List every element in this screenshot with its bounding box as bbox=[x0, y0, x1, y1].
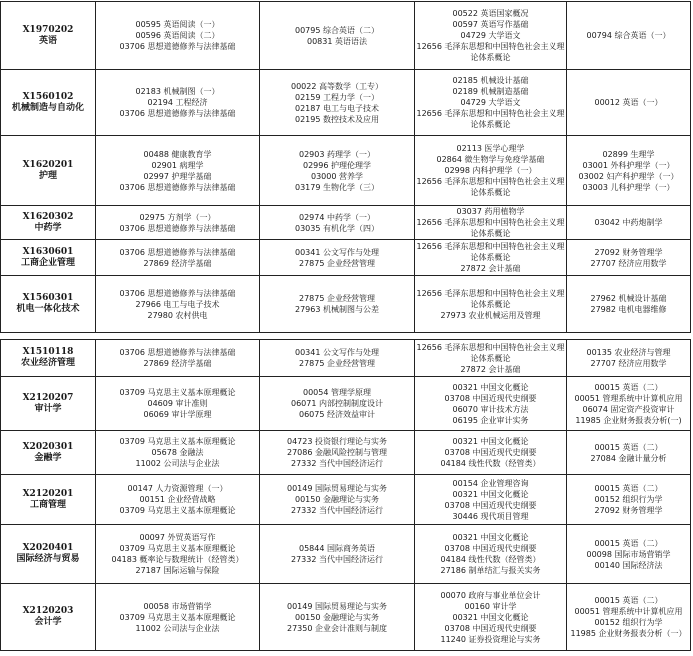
course-cell-2 bbox=[260, 206, 415, 240]
course-cell-3 bbox=[415, 70, 567, 136]
course-cell-4 bbox=[567, 377, 691, 431]
major-name: 农业经济管理 bbox=[20, 358, 75, 368]
course-entry: 00149 国际贸易理论与实务 bbox=[287, 601, 387, 611]
course-cell-3 bbox=[415, 431, 567, 475]
course-entry: 02185 机械设计基础 bbox=[452, 76, 529, 85]
course-entry: 12656 毛泽东思想和中国特色社会主义理论体系概论 bbox=[416, 218, 565, 238]
major-row bbox=[1, 2, 691, 70]
major-name: 会计学 bbox=[34, 617, 62, 627]
major-row bbox=[1, 475, 691, 525]
major-code: X2020401 bbox=[22, 543, 74, 553]
course-entry: 12656 毛泽东思想和中国特色社会主义理论体系概论 bbox=[416, 42, 565, 62]
major-row bbox=[1, 206, 691, 240]
course-entry: 02194 工程经济 bbox=[147, 98, 208, 107]
major-row bbox=[1, 525, 691, 584]
course-entry: 04184 线性代数（经管类） bbox=[440, 555, 541, 564]
course-entry: 03708 中国近现代史纲要 bbox=[444, 448, 537, 457]
major-row bbox=[1, 431, 691, 475]
course-entry: 00015 英语（二） bbox=[594, 382, 663, 392]
course-entry: 05844 国际商务英语 bbox=[299, 544, 375, 553]
course-cell-4 bbox=[567, 70, 691, 136]
course-entry: 04729 大学语文 bbox=[460, 98, 521, 107]
course-entry: 02996 护理伦理学 bbox=[303, 160, 371, 170]
major-cell bbox=[1, 136, 96, 206]
major-cell bbox=[1, 475, 96, 525]
course-entry: 04609 审计准则 bbox=[147, 399, 208, 408]
course-entry: 02113 医学心理学 bbox=[456, 144, 525, 153]
major-row bbox=[1, 340, 691, 377]
course-cell-4 bbox=[567, 431, 691, 475]
course-entry: 04729 大学语文 bbox=[460, 31, 521, 40]
course-entry: 27332 当代中国经济运行 bbox=[291, 506, 383, 515]
course-entry: 06074 固定资产投资审计 bbox=[582, 404, 675, 414]
course-entry: 27084 金融计量分析 bbox=[590, 453, 667, 463]
course-entry: 02899 生理学 bbox=[602, 149, 655, 159]
course-cell-2 bbox=[260, 431, 415, 475]
course-entry: 27092 财务管理学 bbox=[594, 247, 663, 257]
course-cell-2 bbox=[260, 475, 415, 525]
course-entry: 06075 经济效益审计 bbox=[299, 410, 375, 419]
course-entry: 27186 制单结汇与报关实务 bbox=[440, 566, 541, 575]
course-entry: 00795 综合英语（二） bbox=[295, 25, 379, 35]
course-entry: 03709 马克思主义基本原理概论 bbox=[119, 612, 236, 622]
course-entry: 00160 审计学 bbox=[464, 601, 517, 611]
course-cell-3 bbox=[415, 377, 567, 431]
course-entry: 27980 农村供电 bbox=[147, 310, 208, 320]
major-cell bbox=[1, 240, 96, 276]
course-entry: 00321 中国文化概论 bbox=[452, 612, 529, 622]
course-cell-1 bbox=[96, 584, 260, 651]
course-entry: 00015 英语（二） bbox=[594, 538, 663, 548]
course-entry: 02183 机械制图（一） bbox=[135, 87, 220, 96]
course-entry: 03002 妇产科护理学（一） bbox=[578, 171, 679, 181]
course-entry: 02974 中药学（一） bbox=[299, 212, 375, 222]
major-code: X2120201 bbox=[22, 488, 74, 499]
course-entry: 04183 概率论与数理统计（经管类） bbox=[111, 555, 244, 564]
course-entry: 00015 英语（二） bbox=[594, 596, 663, 605]
course-entry: 03037 药用植物学 bbox=[456, 207, 525, 216]
course-entry: 03000 营养学 bbox=[311, 171, 363, 181]
course-cell-4 bbox=[567, 584, 691, 651]
course-entry: 00596 英语阅读（二） bbox=[135, 31, 220, 40]
course-entry: 02997 护理学基础 bbox=[143, 171, 212, 181]
course-entry: 12656 毛泽东思想和中国特色社会主义理论体系概论 bbox=[416, 109, 565, 129]
course-cell-1 bbox=[96, 70, 260, 136]
course-entry: 00321 中国文化概论 bbox=[452, 489, 529, 499]
major-name: 工商管理 bbox=[29, 499, 66, 510]
course-entry: 00140 国际经济法 bbox=[594, 560, 663, 570]
course-entry: 27332 当代中国经济运行 bbox=[291, 555, 383, 564]
course-entry: 03708 中国近现代史纲要 bbox=[444, 623, 537, 633]
course-entry: 02901 病理学 bbox=[151, 160, 204, 170]
major-name: 护理 bbox=[38, 170, 57, 181]
major-code: X2120207 bbox=[22, 392, 74, 403]
course-entry: 27350 企业会计准则与制度 bbox=[287, 623, 387, 633]
course-cell-4 bbox=[567, 2, 691, 70]
course-entry: 02903 药理学（一） bbox=[299, 149, 375, 159]
course-entry: 04184 线性代数（经管类） bbox=[440, 459, 541, 468]
course-entry: 11985 企业财务报表分析（一） bbox=[570, 629, 687, 638]
course-cell-3 bbox=[415, 525, 567, 584]
course-entry: 03708 中国近现代史纲要 bbox=[444, 500, 537, 510]
course-entry: 27707 经济应用数学 bbox=[590, 258, 667, 268]
course-cell-2 bbox=[260, 525, 415, 584]
course-entry: 00098 国际市场营销学 bbox=[586, 549, 671, 559]
course-entry: 27872 会计基础 bbox=[460, 364, 521, 374]
course-entry: 00488 健康教育学 bbox=[143, 149, 212, 159]
course-entry: 00135 农业经济与管理 bbox=[586, 348, 671, 357]
course-cell-1 bbox=[96, 2, 260, 70]
major-code: X1560102 bbox=[22, 91, 74, 102]
course-entry: 27869 经济学基础 bbox=[143, 258, 212, 268]
course-entry: 12656 毛泽东思想和中国特色社会主义理论体系概论 bbox=[416, 342, 565, 363]
course-cell-3 bbox=[415, 240, 567, 276]
course-entry: 00151 企业经营战略 bbox=[139, 495, 216, 504]
major-code: X1970202 bbox=[22, 24, 74, 35]
course-entry: 00022 高等数学（工专） bbox=[291, 81, 383, 91]
course-entry: 27872 会计基础 bbox=[460, 264, 521, 273]
major-cell bbox=[1, 377, 96, 431]
course-entry: 00150 金融理论与实务 bbox=[295, 495, 379, 504]
major-code: X1620302 bbox=[22, 211, 74, 222]
course-entry: 11002 公司法与企业法 bbox=[135, 623, 220, 633]
course-cell-3 bbox=[415, 584, 567, 651]
course-entry: 27963 机械制图与公差 bbox=[295, 305, 379, 314]
course-entry: 03709 马克思主义基本原理概论 bbox=[119, 544, 236, 553]
table-1-body bbox=[1, 2, 691, 333]
course-entry: 02975 方剂学（一） bbox=[139, 212, 216, 222]
course-entry: 00152 组织行为学 bbox=[594, 495, 663, 504]
course-entry: 11002 公司法与企业法 bbox=[135, 459, 220, 468]
course-entry: 03708 中国近现代史纲要 bbox=[444, 393, 537, 403]
major-cell bbox=[1, 340, 96, 377]
course-entry: 06071 内部控制制度设计 bbox=[291, 399, 383, 408]
course-entry: 27086 金融风险控制与管理 bbox=[287, 448, 387, 457]
major-code: X1510118 bbox=[22, 347, 74, 357]
course-entry: 03709 马克思主义基本原理概论 bbox=[119, 506, 236, 515]
major-name: 英语 bbox=[38, 35, 57, 46]
major-cell bbox=[1, 206, 96, 240]
course-entry: 02864 微生物学与免疫学基础 bbox=[436, 155, 545, 164]
course-cell-1 bbox=[96, 340, 260, 377]
course-entry: 02189 机械制造基础 bbox=[452, 87, 529, 96]
course-entry: 27707 经济应用数学 bbox=[590, 359, 667, 368]
course-cell-1 bbox=[96, 431, 260, 475]
course-cell-4 bbox=[567, 276, 691, 333]
course-cell-4 bbox=[567, 206, 691, 240]
course-entry: 27332 当代中国经济运行 bbox=[291, 459, 383, 468]
course-entry: 00097 外贸英语写作 bbox=[139, 533, 216, 542]
course-entry: 00522 英语国家概况 bbox=[452, 9, 529, 18]
course-entry: 02998 内科护理学（一） bbox=[444, 166, 537, 175]
course-entry: 00051 管理系统中计算机应用 bbox=[574, 607, 683, 616]
major-code: X1620201 bbox=[22, 159, 74, 170]
major-code: X2020301 bbox=[22, 441, 74, 452]
course-entry: 00058 市场营销学 bbox=[143, 601, 212, 611]
course-entry: 03706 思想道德修养与法律基础 bbox=[119, 182, 236, 192]
course-entry: 11985 企业财务报表分析(一) bbox=[575, 415, 682, 425]
course-cell-3 bbox=[415, 475, 567, 525]
course-entry: 27966 电工与电子技术 bbox=[135, 299, 220, 309]
course-entry: 00341 公文写作与处理 bbox=[295, 247, 379, 257]
course-entry: 00150 金融理论与实务 bbox=[295, 612, 379, 622]
course-cell-4 bbox=[567, 525, 691, 584]
course-entry: 00015 英语（二） bbox=[594, 484, 663, 493]
course-cell-1 bbox=[96, 475, 260, 525]
course-entry: 12656 毛泽东思想和中国特色社会主义理论体系概论 bbox=[416, 242, 565, 262]
course-entry: 27982 电机电器维修 bbox=[590, 305, 667, 314]
course-cell-4 bbox=[567, 340, 691, 377]
course-entry: 03708 中国近现代史纲要 bbox=[444, 544, 537, 553]
major-name: 金融学 bbox=[34, 452, 62, 463]
course-entry: 03709 马克思主义基本原理概论 bbox=[119, 388, 236, 397]
course-entry: 03706 思想道德修养与法律基础 bbox=[119, 42, 236, 51]
major-cell bbox=[1, 584, 96, 651]
major-row bbox=[1, 377, 691, 431]
course-cell-1 bbox=[96, 240, 260, 276]
course-cell-1 bbox=[96, 377, 260, 431]
course-entry: 00831 英语语法 bbox=[307, 36, 367, 46]
course-entry: 00054 管理学原理 bbox=[303, 388, 371, 397]
major-cell bbox=[1, 2, 96, 70]
course-entry: 00154 企业管理咨询 bbox=[452, 478, 529, 488]
course-cell-2 bbox=[260, 340, 415, 377]
course-entry: 02159 工程力学（一） bbox=[295, 92, 379, 102]
course-cell-1 bbox=[96, 136, 260, 206]
course-cell-1 bbox=[96, 276, 260, 333]
course-entry: 02187 电工与电子技术 bbox=[295, 103, 379, 113]
course-cell-2 bbox=[260, 276, 415, 333]
course-entry: 05678 金融法 bbox=[151, 448, 204, 457]
course-entry: 27875 企业经营管理 bbox=[299, 294, 375, 303]
major-cell bbox=[1, 525, 96, 584]
course-cell-2 bbox=[260, 377, 415, 431]
course-entry: 00051 管理系统中计算机应用 bbox=[574, 393, 683, 403]
course-cell-2 bbox=[260, 136, 415, 206]
course-entry: 00321 中国文化概论 bbox=[452, 382, 529, 392]
exam-schedule-table-2 bbox=[0, 339, 691, 651]
course-entry: 12656 毛泽东思想和中国特色社会主义理论体系概论 bbox=[416, 288, 565, 309]
course-entry: 00794 综合英语（一） bbox=[586, 31, 671, 40]
course-entry: 03706 思想道德修养与法律基础 bbox=[119, 109, 236, 118]
major-row bbox=[1, 70, 691, 136]
major-name: 审计学 bbox=[34, 403, 62, 414]
course-cell-4 bbox=[567, 475, 691, 525]
major-code: X2120203 bbox=[22, 606, 74, 616]
major-name: 国际经济与贸易 bbox=[16, 554, 80, 564]
major-cell bbox=[1, 276, 96, 333]
course-entry: 00595 英语阅读（一） bbox=[135, 20, 220, 29]
course-entry: 03179 生物化学（三） bbox=[295, 182, 379, 192]
course-entry: 03706 思想道德修养与法律基础 bbox=[119, 288, 236, 298]
course-entry: 27875 企业经营管理 bbox=[299, 258, 375, 268]
course-cell-3 bbox=[415, 340, 567, 377]
course-cell-1 bbox=[96, 206, 260, 240]
course-entry: 03042 中药炮制学 bbox=[594, 218, 663, 227]
major-row bbox=[1, 584, 691, 651]
course-entry: 00321 中国文化概论 bbox=[452, 533, 529, 542]
course-entry: 27962 机械设计基础 bbox=[590, 294, 667, 303]
major-row bbox=[1, 136, 691, 206]
course-entry: 00152 组织行为学 bbox=[594, 618, 663, 627]
course-cell-2 bbox=[260, 70, 415, 136]
major-name: 机械制造与自动化 bbox=[11, 102, 84, 113]
course-entry: 00070 政府与事业单位会计 bbox=[440, 590, 541, 600]
course-entry: 00012 英语（一） bbox=[594, 98, 663, 107]
course-entry: 06195 企业审计实务 bbox=[452, 415, 529, 425]
major-cell bbox=[1, 431, 96, 475]
course-cell-3 bbox=[415, 136, 567, 206]
major-name: 中药学 bbox=[34, 222, 62, 233]
course-entry: 06069 审计学原理 bbox=[143, 410, 212, 419]
course-entry: 27187 国际运输与保险 bbox=[135, 566, 220, 575]
course-entry: 04723 投资银行理论与实务 bbox=[287, 437, 387, 446]
course-cell-3 bbox=[415, 276, 567, 333]
course-entry: 30446 现代项目管理 bbox=[452, 511, 529, 521]
course-entry: 00341 公文写作与处理 bbox=[295, 348, 379, 357]
major-cell bbox=[1, 70, 96, 136]
major-row bbox=[1, 240, 691, 276]
course-entry: 27869 经济学基础 bbox=[143, 359, 212, 368]
course-cell-2 bbox=[260, 584, 415, 651]
major-code: X1630601 bbox=[22, 246, 74, 257]
course-entry: 00147 人力资源管理（一） bbox=[127, 484, 228, 493]
course-cell-1 bbox=[96, 525, 260, 584]
course-entry: 00149 国际贸易理论与实务 bbox=[287, 484, 387, 493]
major-code: X1560301 bbox=[22, 293, 74, 303]
major-name: 机电一体化技术 bbox=[16, 304, 80, 314]
major-row bbox=[1, 276, 691, 333]
course-entry: 03706 思想道德修养与法律基础 bbox=[119, 247, 236, 257]
course-entry: 27973 农业机械运用及管理 bbox=[440, 310, 541, 320]
course-entry: 12656 毛泽东思想和中国特色社会主义理论体系概论 bbox=[416, 177, 565, 197]
course-cell-3 bbox=[415, 206, 567, 240]
course-cell-4 bbox=[567, 136, 691, 206]
course-entry: 06070 审计技术方法 bbox=[452, 404, 529, 414]
table-2-body bbox=[1, 340, 691, 651]
course-entry: 03709 马克思主义基本原理概论 bbox=[119, 437, 236, 446]
course-entry: 03706 思想道德修养与法律基础 bbox=[119, 348, 236, 357]
course-cell-4 bbox=[567, 240, 691, 276]
course-entry: 27092 财务管理学 bbox=[594, 506, 663, 515]
course-entry: 27875 企业经营管理 bbox=[299, 359, 375, 368]
course-entry: 00321 中国文化概论 bbox=[452, 437, 529, 446]
course-entry: 00015 英语（二） bbox=[594, 442, 663, 452]
course-cell-2 bbox=[260, 240, 415, 276]
course-entry: 03706 思想道德修养与法律基础 bbox=[119, 223, 236, 233]
course-entry: 00597 英语写作基础 bbox=[452, 20, 529, 29]
course-entry: 02195 数控技术及应用 bbox=[295, 114, 379, 124]
course-cell-3 bbox=[415, 2, 567, 70]
course-entry: 03003 儿科护理学（一） bbox=[582, 182, 675, 192]
course-entry: 03035 有机化学（四） bbox=[295, 223, 379, 233]
course-entry: 03001 外科护理学（一） bbox=[582, 160, 675, 170]
exam-schedule-table-1 bbox=[0, 1, 691, 333]
course-entry: 11240 证券投资理论与实务 bbox=[440, 634, 541, 644]
course-cell-2 bbox=[260, 2, 415, 70]
major-name: 工商企业管理 bbox=[20, 257, 75, 268]
